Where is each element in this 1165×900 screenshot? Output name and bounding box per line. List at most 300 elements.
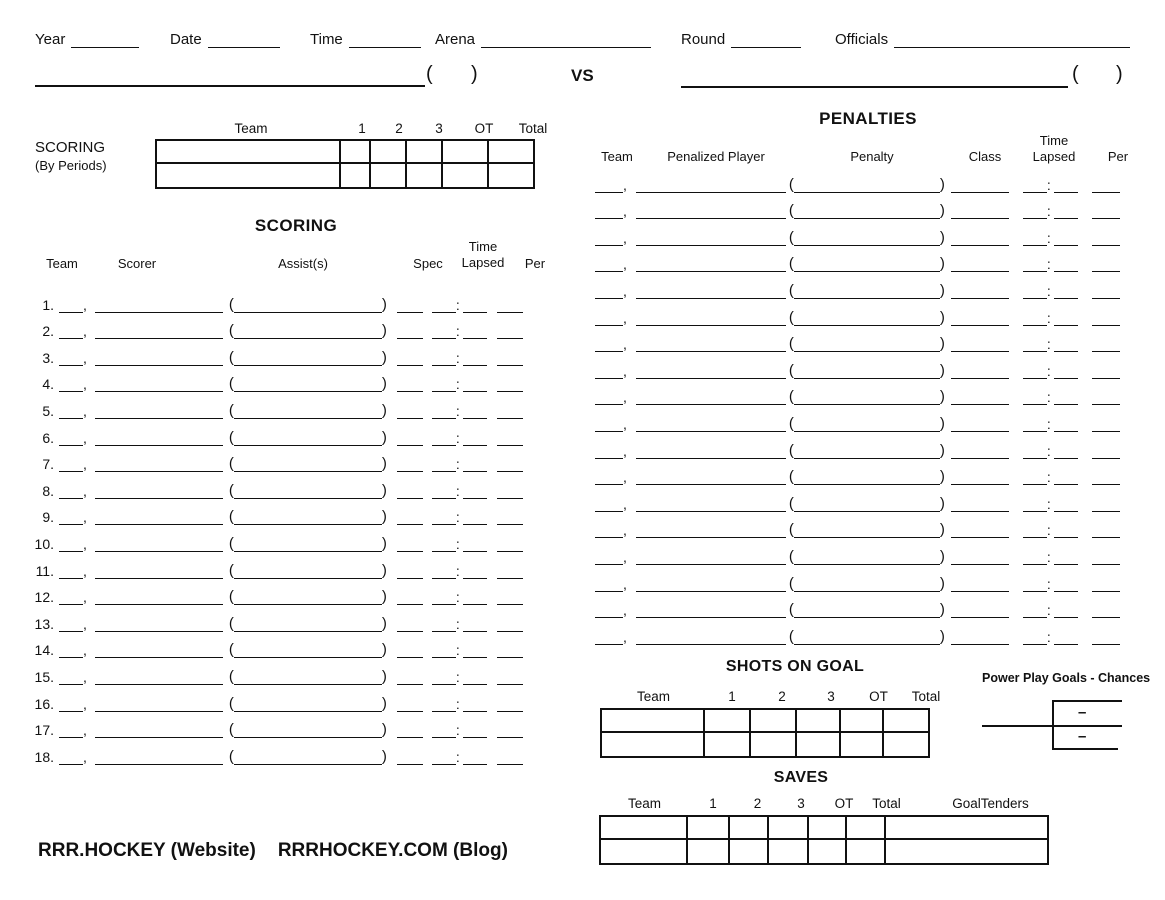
- scoring-row-number: 17.: [34, 722, 54, 739]
- penalty-minutes-blank: [1023, 640, 1047, 645]
- penalty-class-blank: [951, 214, 1009, 219]
- comma: ,: [83, 376, 87, 393]
- penalty-class-blank: [951, 294, 1009, 299]
- paren-close: ): [381, 747, 387, 765]
- comma: ,: [83, 349, 87, 366]
- paren-close: ): [381, 641, 387, 659]
- penalty-class-blank: [951, 640, 1009, 645]
- scoring-team-blank: [59, 547, 83, 552]
- comma: ,: [83, 642, 87, 659]
- colon: :: [455, 722, 460, 739]
- cell: [489, 164, 533, 187]
- paren-open: (: [228, 667, 234, 685]
- round-field: [681, 30, 801, 48]
- scoring-assists-blank: [234, 520, 382, 525]
- penalty-per-blank: [1092, 214, 1120, 219]
- penalty-player-blank: [636, 454, 786, 459]
- paren-open: (: [788, 414, 794, 432]
- scoring-per-blank: [497, 387, 523, 392]
- scoring-scorer-blank: [95, 707, 223, 712]
- penalty-penalty-blank: [794, 214, 940, 219]
- paren-open: (: [788, 308, 794, 326]
- scoring-row: [30, 339, 523, 366]
- scoring-col-time-line2: Lapsed: [461, 255, 505, 270]
- comma: ,: [623, 282, 627, 299]
- scoring-scorer-blank: [95, 547, 223, 552]
- colon: :: [1046, 256, 1051, 273]
- penalty-penalty-blank: [794, 533, 940, 538]
- comma: ,: [623, 469, 627, 486]
- comma: ,: [623, 495, 627, 512]
- scoring-seconds-blank: [463, 414, 487, 419]
- scoring-minutes-blank: [432, 600, 456, 605]
- scoring-row: [30, 552, 523, 579]
- penalty-player-blank: [636, 347, 786, 352]
- scoring-per-blank: [497, 707, 523, 712]
- scoring-col-assists: Assist(s): [278, 256, 328, 271]
- scoring-seconds-blank: [463, 361, 487, 366]
- periods-col-3: 3: [435, 121, 443, 136]
- penalty-team-blank: [595, 188, 623, 193]
- penalty-seconds-blank: [1054, 427, 1078, 432]
- penalties-col-penalty: Penalty: [850, 149, 894, 164]
- power-play-top-line: [1052, 700, 1122, 702]
- scoring-per-blank: [497, 653, 523, 658]
- scoring-col-scorer: Scorer: [117, 256, 157, 271]
- paren-close: ): [381, 721, 387, 739]
- comma: ,: [83, 456, 87, 473]
- cell: [688, 840, 730, 863]
- penalty-penalty-blank: [794, 374, 940, 379]
- scoring-row: [30, 313, 523, 340]
- scoring-seconds-blank: [463, 680, 487, 685]
- colon: :: [1046, 575, 1051, 592]
- cell: [341, 164, 371, 187]
- scoring-team-blank: [59, 467, 83, 472]
- scoring-seconds-blank: [463, 760, 487, 765]
- cell: [769, 840, 809, 863]
- scoring-row: [30, 472, 523, 499]
- scoring-minutes-blank: [432, 627, 456, 632]
- penalty-seconds-blank: [1054, 560, 1078, 565]
- penalty-row: [595, 166, 1120, 193]
- scoring-minutes-blank: [432, 361, 456, 366]
- comma: ,: [83, 535, 87, 552]
- scoring-per-blank: [497, 334, 523, 339]
- scoring-row: [30, 419, 523, 446]
- comma: ,: [623, 336, 627, 353]
- scoring-row: [30, 712, 523, 739]
- paren-open: (: [228, 375, 234, 393]
- penalty-player-blank: [636, 480, 786, 485]
- scoring-row: [30, 685, 523, 712]
- scoring-row-number: 1.: [42, 296, 54, 313]
- paren-close: ): [939, 627, 945, 645]
- scoring-col-per: Per: [524, 256, 546, 271]
- penalty-per-blank: [1092, 613, 1120, 618]
- scoring-per-blank: [497, 733, 523, 738]
- saves-col-team: Team: [627, 796, 661, 811]
- penalty-class-blank: [951, 613, 1009, 618]
- scoring-assists-blank: [234, 707, 382, 712]
- scoring-spec-blank: [397, 414, 423, 419]
- paren-close: ): [381, 561, 387, 579]
- saves-col-goaltenders: GoalTenders: [952, 796, 1029, 811]
- penalty-team-blank: [595, 560, 623, 565]
- paren-open: (: [788, 228, 794, 246]
- penalty-player-blank: [636, 214, 786, 219]
- scoring-scorer-blank: [95, 680, 223, 685]
- comma: ,: [623, 575, 627, 592]
- scoring-minutes-blank: [432, 653, 456, 658]
- date-blank: [208, 43, 280, 48]
- scoring-seconds-blank: [463, 467, 487, 472]
- penalty-player-blank: [636, 560, 786, 565]
- penalty-player-blank: [636, 613, 786, 618]
- penalty-per-blank: [1092, 560, 1120, 565]
- scoring-scorer-blank: [95, 574, 223, 579]
- paren-close: ): [381, 375, 387, 393]
- paren-close: ): [381, 295, 387, 313]
- penalty-penalty-blank: [794, 613, 940, 618]
- penalty-minutes-blank: [1023, 267, 1047, 272]
- penalty-seconds-blank: [1054, 454, 1078, 459]
- scoring-assists-blank: [234, 361, 382, 366]
- penalty-row: [595, 592, 1120, 619]
- arena-field: [435, 30, 651, 48]
- scoring-team-blank: [59, 414, 83, 419]
- penalty-minutes-blank: [1023, 507, 1047, 512]
- scoring-row: [30, 286, 523, 313]
- saves-title: SAVES: [773, 769, 829, 786]
- cell: [886, 817, 1047, 840]
- penalty-penalty-blank: [794, 427, 940, 432]
- penalty-minutes-blank: [1023, 214, 1047, 219]
- paren-open: (: [228, 348, 234, 366]
- scoring-seconds-blank: [463, 520, 487, 525]
- paren-open: (: [228, 614, 234, 632]
- penalty-seconds-blank: [1054, 587, 1078, 592]
- paren-close: ): [939, 441, 945, 459]
- saves-table-header: [599, 796, 1073, 811]
- paren-open: (: [228, 295, 234, 313]
- penalty-row: [595, 432, 1120, 459]
- penalty-minutes-blank: [1023, 241, 1047, 246]
- scoring-assists-blank: [234, 627, 382, 632]
- scoring-spec-blank: [397, 627, 423, 632]
- penalty-team-blank: [595, 427, 623, 432]
- penalty-class-blank: [951, 587, 1009, 592]
- scoring-spec-blank: [397, 467, 423, 472]
- paren-close: ): [939, 335, 945, 353]
- scoring-row-number: 11.: [35, 562, 54, 579]
- comma: ,: [623, 362, 627, 379]
- scoring-team-blank: [59, 520, 83, 525]
- penalty-minutes-blank: [1023, 560, 1047, 565]
- scoring-team-blank: [59, 733, 83, 738]
- scoring-spec-blank: [397, 387, 423, 392]
- colon: :: [455, 509, 460, 526]
- penalty-per-blank: [1092, 480, 1120, 485]
- penalty-penalty-blank: [794, 480, 940, 485]
- arena-blank: [481, 43, 651, 48]
- paren-open: (: [788, 202, 794, 220]
- colon: :: [455, 323, 460, 340]
- penalty-penalty-blank: [794, 294, 940, 299]
- scoring-spec-blank: [397, 760, 423, 765]
- scoring-spec-blank: [397, 707, 423, 712]
- comma: ,: [623, 522, 627, 539]
- scoring-team-blank: [59, 574, 83, 579]
- cell: [407, 141, 443, 164]
- paren-close: ): [939, 255, 945, 273]
- penalty-minutes-blank: [1023, 480, 1047, 485]
- cell: [688, 817, 730, 840]
- cell: [751, 733, 797, 756]
- penalties-col-per: Per: [1107, 149, 1129, 164]
- comma: ,: [83, 615, 87, 632]
- colon: :: [455, 376, 460, 393]
- scoring-per-blank: [497, 414, 523, 419]
- penalty-row: [595, 459, 1120, 486]
- comma: ,: [83, 482, 87, 499]
- saves-col-3: 3: [797, 796, 805, 811]
- penalty-row: [595, 379, 1120, 406]
- penalties-col-player: Penalized Player: [667, 149, 765, 164]
- penalties-col-team: Team: [601, 149, 633, 164]
- colon: :: [455, 429, 460, 446]
- scoring-row-number: 8.: [42, 482, 54, 499]
- scoring-seconds-blank: [463, 494, 487, 499]
- penalty-class-blank: [951, 480, 1009, 485]
- paren-close: ): [939, 521, 945, 539]
- scoring-per-blank: [497, 494, 523, 499]
- penalty-team-blank: [595, 267, 623, 272]
- scoring-row-number: 2.: [42, 323, 54, 340]
- paren-close: ): [939, 175, 945, 193]
- home-team-blank: [35, 85, 425, 87]
- cell: [371, 164, 407, 187]
- comma: ,: [623, 415, 627, 432]
- penalty-per-blank: [1092, 241, 1120, 246]
- scoring-team-blank: [59, 680, 83, 685]
- penalty-row: [595, 485, 1120, 512]
- scoring-minutes-blank: [432, 494, 456, 499]
- paren-close: ): [939, 601, 945, 619]
- saves-table: [599, 815, 1049, 865]
- scoring-seconds-blank: [463, 441, 487, 446]
- comma: ,: [623, 309, 627, 326]
- periods-col-2: 2: [395, 121, 403, 136]
- periods-col-1: 1: [358, 121, 366, 136]
- penalty-team-blank: [595, 214, 623, 219]
- penalty-penalty-blank: [794, 587, 940, 592]
- comma: ,: [83, 562, 87, 579]
- scoring-rows: [30, 286, 523, 765]
- colon: :: [1046, 362, 1051, 379]
- comma: ,: [83, 296, 87, 313]
- scoring-per-blank: [497, 308, 523, 313]
- arena-label: Arena: [435, 31, 476, 48]
- scoring-scorer-blank: [95, 467, 223, 472]
- penalty-row: [595, 512, 1120, 539]
- scoring-team-blank: [59, 441, 83, 446]
- paren-close: ): [381, 694, 387, 712]
- colon: :: [455, 615, 460, 632]
- colon: :: [455, 456, 460, 473]
- home-paren-close: ): [471, 63, 478, 85]
- cell: [847, 817, 886, 840]
- colon: :: [455, 642, 460, 659]
- scoring-minutes-blank: [432, 334, 456, 339]
- sog-col-ot: OT: [869, 689, 888, 704]
- scoring-per-blank: [497, 547, 523, 552]
- scoring-by-periods-line1: SCORING: [35, 139, 106, 156]
- paren-close: ): [381, 508, 387, 526]
- scoring-seconds-blank: [463, 334, 487, 339]
- scoring-row: [30, 499, 523, 526]
- comma: ,: [83, 589, 87, 606]
- scoring-minutes-blank: [432, 760, 456, 765]
- penalty-penalty-blank: [794, 347, 940, 352]
- scoring-team-blank: [59, 627, 83, 632]
- penalties-rows: [595, 166, 1120, 645]
- scoring-row-number: 15.: [34, 668, 54, 685]
- officials-blank: [894, 43, 1130, 48]
- penalty-player-blank: [636, 427, 786, 432]
- comma: ,: [83, 668, 87, 685]
- paren-open: (: [228, 561, 234, 579]
- year-label: Year: [35, 31, 66, 48]
- paren-open: (: [228, 721, 234, 739]
- scoring-col-time-lapsed: [462, 239, 505, 271]
- penalty-row: [595, 219, 1120, 246]
- penalty-class-blank: [951, 454, 1009, 459]
- officials-field: [835, 30, 1130, 48]
- penalty-minutes-blank: [1023, 427, 1047, 432]
- paren-open: (: [788, 255, 794, 273]
- penalty-seconds-blank: [1054, 241, 1078, 246]
- comma: ,: [623, 442, 627, 459]
- penalty-seconds-blank: [1054, 480, 1078, 485]
- cell: [601, 840, 688, 863]
- date-field: [170, 30, 280, 48]
- penalty-class-blank: [951, 374, 1009, 379]
- scoring-team-blank: [59, 600, 83, 605]
- colon: :: [455, 589, 460, 606]
- home-paren-open: (: [426, 63, 433, 85]
- penalty-team-blank: [595, 454, 623, 459]
- paren-close: ): [939, 388, 945, 406]
- penalty-seconds-blank: [1054, 533, 1078, 538]
- scoring-per-blank: [497, 627, 523, 632]
- paren-open: (: [788, 547, 794, 565]
- comma: ,: [83, 748, 87, 765]
- penalty-per-blank: [1092, 374, 1120, 379]
- scoring-assists-blank: [234, 387, 382, 392]
- saves-col-total: Total: [872, 796, 901, 811]
- scoring-row: [30, 605, 523, 632]
- scoring-row-number: 5.: [42, 402, 54, 419]
- penalty-team-blank: [595, 613, 623, 618]
- scoring-minutes-blank: [432, 414, 456, 419]
- colon: :: [455, 482, 460, 499]
- penalties-title: PENALTIES: [819, 109, 917, 128]
- paren-close: ): [381, 534, 387, 552]
- scoring-assists-blank: [234, 547, 382, 552]
- scoring-col-spec: Spec: [413, 256, 443, 271]
- round-blank: [731, 43, 801, 48]
- scoring-scorer-blank: [95, 600, 223, 605]
- paren-open: (: [228, 322, 234, 340]
- comma: ,: [623, 176, 627, 193]
- colon: :: [1046, 628, 1051, 645]
- sog-table: [600, 708, 930, 758]
- colon: :: [455, 668, 460, 685]
- scoring-spec-blank: [397, 334, 423, 339]
- colon: :: [1046, 442, 1051, 459]
- scoring-seconds-blank: [463, 600, 487, 605]
- comma: ,: [83, 402, 87, 419]
- scoring-col-team: Team: [46, 256, 78, 271]
- penalty-row: [595, 538, 1120, 565]
- saves-col-2: 2: [753, 796, 762, 811]
- penalty-player-blank: [636, 321, 786, 326]
- scoring-row: [30, 632, 523, 659]
- scoring-scorer-blank: [95, 733, 223, 738]
- paren-close: ): [381, 588, 387, 606]
- date-label: Date: [170, 31, 202, 48]
- penalty-row: [595, 299, 1120, 326]
- scoring-row: [30, 658, 523, 685]
- scoring-row-number: 13.: [34, 615, 54, 632]
- penalty-seconds-blank: [1054, 507, 1078, 512]
- comma: ,: [623, 628, 627, 645]
- scoring-row: [30, 579, 523, 606]
- scoring-assists-blank: [234, 760, 382, 765]
- cell: [371, 141, 407, 164]
- scoring-scorer-blank: [95, 520, 223, 525]
- paren-close: ): [381, 428, 387, 446]
- paren-close: ): [381, 348, 387, 366]
- paren-close: ): [939, 414, 945, 432]
- penalty-row: [595, 405, 1120, 432]
- paren-close: ): [381, 401, 387, 419]
- comma: ,: [83, 429, 87, 446]
- scoring-minutes-blank: [432, 308, 456, 313]
- scoring-row-number: 10.: [34, 535, 54, 552]
- paren-open: (: [228, 747, 234, 765]
- penalty-class-blank: [951, 427, 1009, 432]
- cell: [443, 141, 489, 164]
- away-paren-close: ): [1116, 63, 1123, 85]
- scoring-per-blank: [497, 520, 523, 525]
- penalty-per-blank: [1092, 294, 1120, 299]
- colon: :: [455, 296, 460, 313]
- penalty-class-blank: [951, 347, 1009, 352]
- paren-close: ): [381, 614, 387, 632]
- power-play-dash-1: –: [1078, 704, 1087, 721]
- paren-open: (: [788, 335, 794, 353]
- penalty-class-blank: [951, 560, 1009, 565]
- paren-close: ): [939, 468, 945, 486]
- colon: :: [1046, 548, 1051, 565]
- penalty-minutes-blank: [1023, 587, 1047, 592]
- cell: [847, 840, 886, 863]
- cell: [489, 141, 533, 164]
- scoring-team-blank: [59, 760, 83, 765]
- cell: [769, 817, 809, 840]
